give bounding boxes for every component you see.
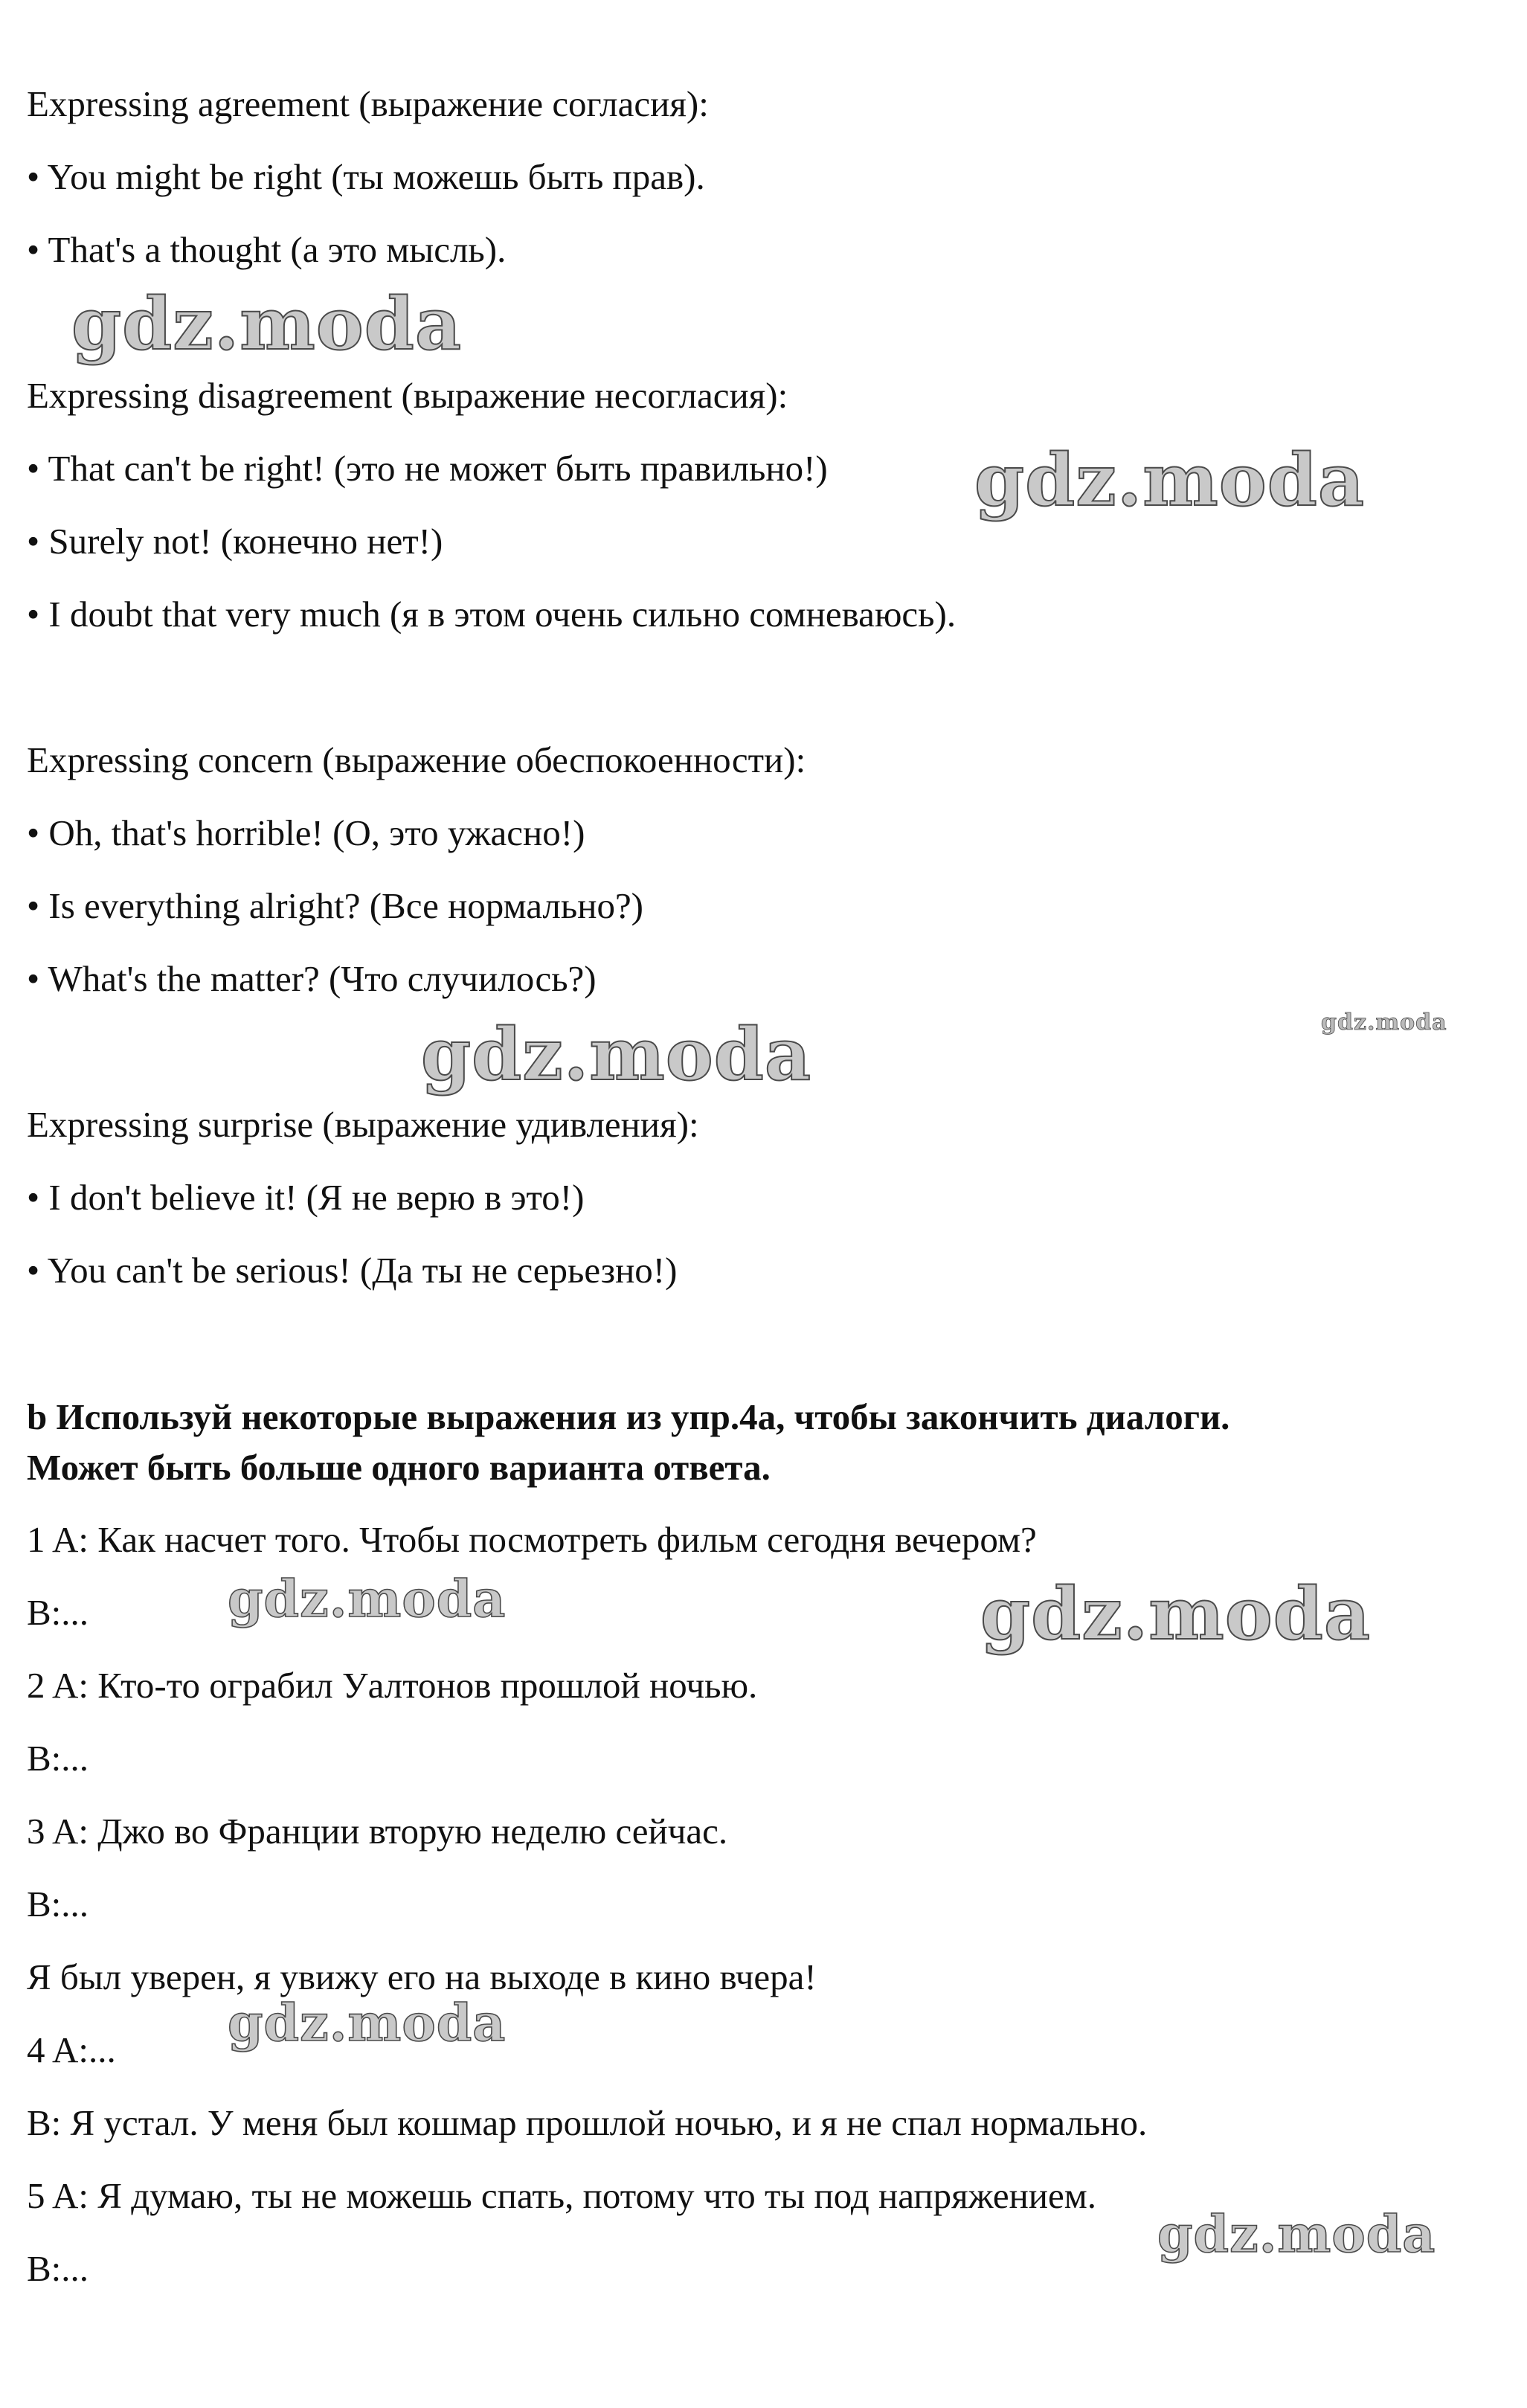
concern-item: • Oh, that's horrible! (О, это ужасно!) bbox=[27, 812, 585, 853]
disagreement-item: • That can't be right! (это не может быть правильно!) bbox=[27, 448, 828, 489]
disagreement-item: • Surely not! (конечно нет!) bbox=[27, 521, 443, 562]
concern-item: • What's the matter? (Что случилось?) bbox=[27, 958, 597, 999]
watermark: gdz.moda bbox=[1157, 2205, 1436, 2264]
watermark: gdz.moda bbox=[228, 1994, 507, 2053]
concern-heading: Expressing concern (выражение обеспокоенности): bbox=[27, 739, 806, 780]
surprise-item: • I don't believe it! (Я не верю в это!) bbox=[27, 1177, 585, 1218]
agreement-item: • You might be right (ты можешь быть прав). bbox=[27, 156, 705, 197]
concern-item: • Is everything alright? (Все нормально?) bbox=[27, 885, 644, 926]
dialogue-line: Я был уверен, я увижу его на выходе в кино вчера! bbox=[27, 1956, 817, 1997]
dialogue-line: B:... bbox=[27, 1884, 89, 1924]
surprise-heading: Expressing surprise (выражение удивления): bbox=[27, 1104, 699, 1145]
watermark: gdz.moda bbox=[71, 282, 463, 366]
task-title: Может быть больше одного варианта ответа. bbox=[27, 1447, 771, 1488]
dialogue-line: B:... bbox=[27, 1738, 89, 1779]
watermark: gdz.moda bbox=[980, 1572, 1372, 1656]
dialogue-line: B:... bbox=[27, 2248, 89, 2289]
agreement-item: • That's a thought (а это мысль). bbox=[27, 229, 507, 270]
dialogue-line: 3 A: Джо во Франции вторую неделю сейчас. bbox=[27, 1811, 728, 1852]
task-title: b Используй некоторые выражения из упр.4a, чтобы закончить диалоги. bbox=[27, 1396, 1230, 1437]
dialogue-line: 4 A:... bbox=[27, 2029, 116, 2070]
watermark: gdz.moda bbox=[1321, 1009, 1447, 1036]
dialogue-line: B:... bbox=[27, 1592, 89, 1633]
watermark: gdz.moda bbox=[421, 1012, 812, 1097]
dialogue-line: 2 A: Кто-то ограбил Уалтонов прошлой ночью. bbox=[27, 1665, 758, 1706]
dialogue-line: 5 A: Я думаю, ты не можешь спать, потому что ты под напряжением. bbox=[27, 2175, 1097, 2216]
disagreement-item: • I doubt that very much (я в этом очень сильно сомневаюсь). bbox=[27, 594, 957, 635]
surprise-item: • You can't be serious! (Да ты не серьезно!) bbox=[27, 1250, 678, 1291]
dialogue-line: B: Я устал. У меня был кошмар прошлой ночью, и я не спал нормально. bbox=[27, 2102, 1148, 2143]
watermark: gdz.moda bbox=[974, 438, 1366, 522]
watermark: gdz.moda bbox=[228, 1570, 507, 1629]
agreement-heading: Expressing agreement (выражение согласия): bbox=[27, 83, 709, 124]
disagreement-heading: Expressing disagreement (выражение несогласия): bbox=[27, 375, 788, 416]
dialogue-line: 1 A: Как насчет того. Чтобы посмотреть фильм сегодня вечером? bbox=[27, 1519, 1037, 1560]
